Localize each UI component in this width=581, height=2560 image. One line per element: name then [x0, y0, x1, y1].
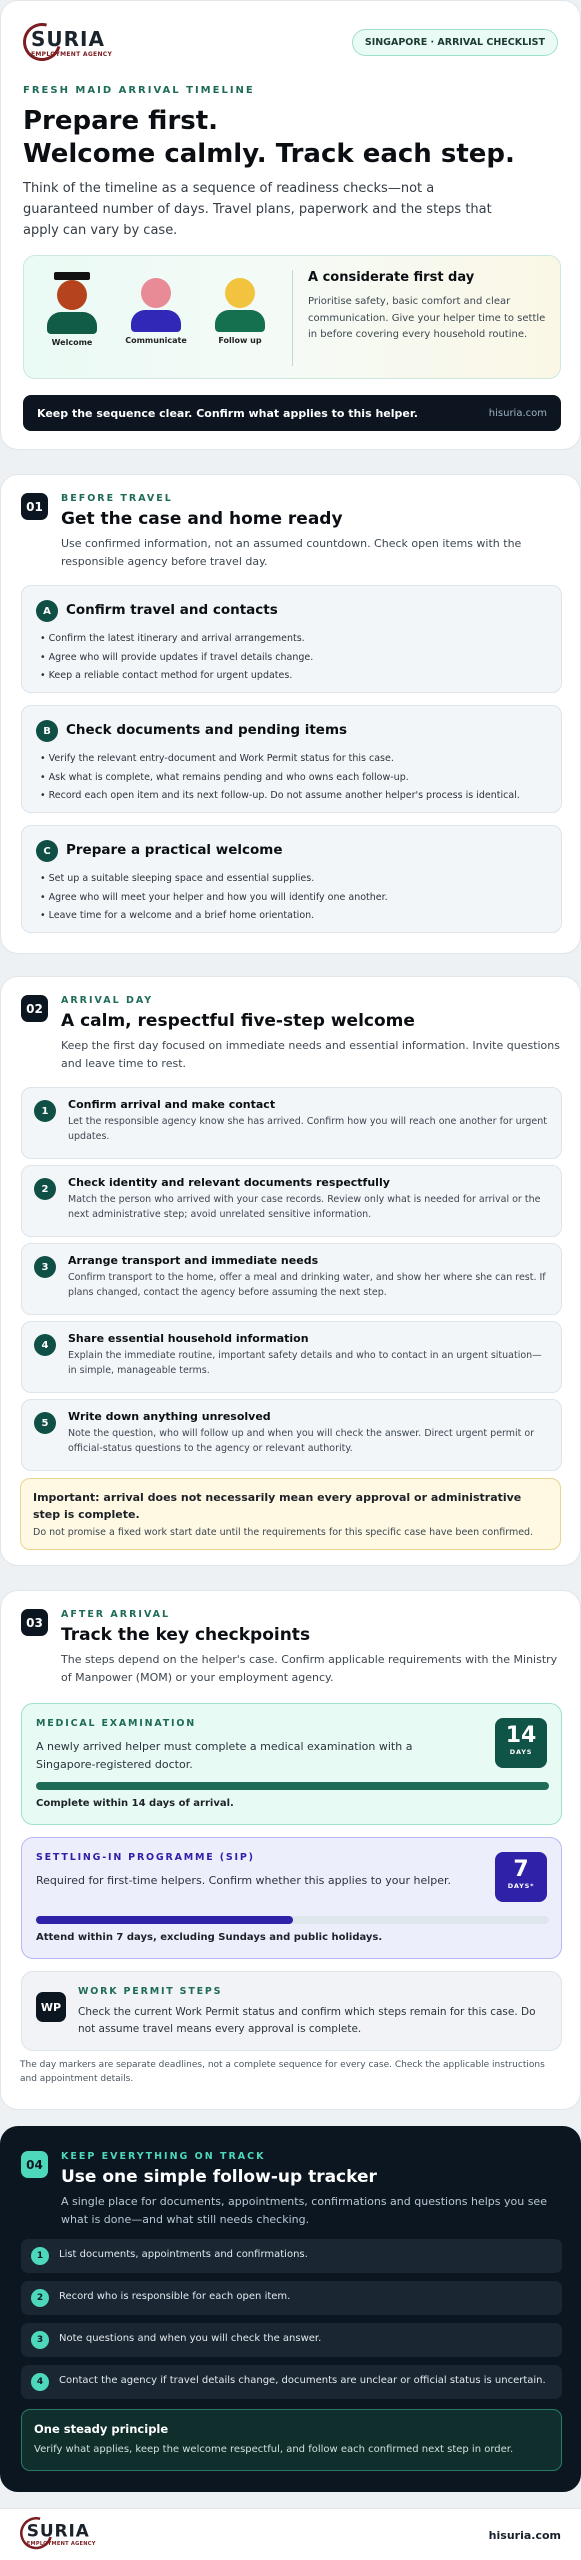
section-eyebrow: KEEP EVERYTHING ON TRACK [61, 2151, 266, 2162]
step-number-badge: 5 [34, 1412, 56, 1434]
step-description: Match the person who arrived with your case records. Review only what is needed for arrival or the next administrative step; avoid unrelated sensitive information. [68, 1194, 541, 1220]
section-number: 01 [21, 493, 48, 520]
logo-tagline: EMPLOYMENT AGENCY [26, 2540, 96, 2547]
intro-card [0, 0, 581, 450]
arrival-step [21, 1243, 562, 1315]
step-number-badge: 3 [34, 1256, 56, 1278]
days-badge [495, 1852, 547, 1902]
tracker-text: Note questions and when you will check the answer. [59, 2333, 322, 2344]
section-title: Get the case and home ready [61, 509, 343, 529]
step-title: Share essential household information [68, 1332, 309, 1345]
hat-icon [54, 272, 90, 280]
notice-text: Do not promise a fixed work start date until the requirements for this specific case have been confirmed. [33, 1527, 534, 1539]
list-item: • Set up a suitable sleeping space and essential supplies. [40, 870, 388, 889]
tracker-number: 2 [31, 2289, 49, 2307]
list-item: • Keep a reliable contact method for urgent updates. [40, 667, 313, 686]
hero-divider [292, 270, 293, 366]
checkpoint-text: Check the current Work Permit status and confirm which steps remain for this case. Do not assume travel means every approval is complete. [78, 2006, 536, 2035]
principle-title: One steady principle [34, 2422, 169, 2436]
step-title: Write down anything unresolved [68, 1410, 271, 1423]
step-title: Check identity and relevant documents respectfully [68, 1176, 390, 1189]
logo-swoosh-icon [16, 16, 68, 68]
deadline-footnote: The day markers are separate deadlines, not a complete sequence for every case. Check the applicable instructions and appointment details. [20, 2060, 545, 2085]
arrival-step [21, 1165, 562, 1237]
list-item: • Agree who will provide updates if travel details change. [40, 649, 313, 668]
days-number: 7 [513, 1857, 529, 1882]
page-footer [0, 2508, 581, 2560]
hero-title: A considerate first day [308, 270, 475, 285]
tracker-item [21, 2323, 562, 2357]
banner-text: Keep the sequence clear. Confirm what applies to this helper. [37, 406, 418, 420]
section-eyebrow: AFTER ARRIVAL [61, 1609, 171, 1620]
tracker-number: 1 [31, 2247, 49, 2265]
step-description: Let the responsible agency know she has arrived. Confirm how you will reach one another for urgent updates. [68, 1116, 548, 1142]
figure-label: Follow up [218, 336, 262, 345]
sip-panel [21, 1837, 562, 1959]
box-list [40, 630, 313, 686]
figure-label: Communicate [125, 336, 187, 345]
page-title-line2: Welcome calmly. Track each step. [23, 138, 515, 169]
region-pill: SINGAPORE · ARRIVAL CHECKLIST [352, 29, 558, 56]
step-number-badge: 1 [34, 1100, 56, 1122]
footer-logo[interactable] [20, 2517, 96, 2549]
step-title: Confirm arrival and make contact [68, 1098, 276, 1111]
arrival-step [21, 1399, 562, 1471]
communicate-figure [124, 278, 188, 345]
figure-label: Welcome [51, 338, 93, 347]
person-body-icon [131, 310, 181, 332]
box-title: Confirm travel and contacts [66, 602, 278, 618]
hero-text: Prioritise safety, basic comfort and clear communication. Give your helper time to settle in before covering every household routine. [308, 296, 546, 340]
person-body-icon [47, 312, 97, 334]
person-head-icon [225, 278, 255, 308]
list-item: • Ask what is complete, what remains pending and who owns each follow-up. [40, 769, 520, 788]
checkpoint-eyebrow: WORK PERMIT STEPS [78, 1986, 223, 1997]
tracker-item [21, 2281, 562, 2315]
tracker-text: List documents, appointments and confirmations. [59, 2249, 308, 2260]
tracker-number: 4 [31, 2373, 49, 2391]
intro-lead: Think of the timeline as a sequence of readiness checks—not a guaranteed number of days. Travel plans, paperwork and the steps that apply can vary by case. [23, 181, 492, 238]
after-arrival-card [0, 1590, 581, 2110]
logo-swoosh-icon [14, 2511, 58, 2555]
box-letter-badge: A [36, 600, 58, 622]
box-title: Check documents and pending items [66, 722, 348, 738]
checkpoint-text: Required for first-time helpers. Confirm whether this applies to your helper. [36, 1874, 452, 1887]
logo-tagline: EMPLOYMENT AGENCY [31, 50, 113, 58]
tracker-number: 3 [31, 2331, 49, 2349]
section-lead: Keep the first day focused on immediate needs and essential information. Invite questions and leave time to rest. [61, 1039, 560, 1070]
days-number: 14 [505, 1723, 537, 1748]
section-number: 02 [21, 995, 48, 1022]
checkpoint-deadline: Complete within 14 days of arrival. [36, 1798, 234, 1809]
arrival-step [21, 1087, 562, 1159]
principle-text: Verify what applies, keep the welcome respectful, and follow each confirmed next step in order. [34, 2444, 514, 2455]
box-list [40, 870, 388, 926]
step-number-badge: 2 [34, 1178, 56, 1200]
section-title: A calm, respectful five-step welcome [61, 1011, 415, 1031]
progress-fill [36, 1916, 293, 1924]
section-number: 03 [21, 1609, 48, 1636]
list-item: • Leave time for a welcome and a brief home orientation. [40, 907, 388, 926]
logo-name: SURIA [31, 26, 105, 51]
step-title: Arrange transport and immediate needs [68, 1254, 319, 1267]
box-title: Prepare a practical welcome [66, 842, 283, 858]
box-letter-badge: B [36, 720, 58, 742]
page-title [23, 105, 515, 170]
days-label: DAYS* [507, 1882, 535, 1890]
list-item: • Record each open item and its next follow-up. Do not assume another helper's process is identical. [40, 787, 520, 806]
arrival-step [21, 1321, 562, 1393]
banner-link[interactable]: hisuria.com [488, 407, 547, 419]
tracker-text: Record who is responsible for each open item. [59, 2291, 291, 2302]
list-item: • Verify the relevant entry-document and Work Permit status for this case. [40, 750, 520, 769]
step-description: Confirm transport to the home, offer a meal and drinking water, and show her where she can rest. If plans changed, contact the agency before assuming the next step. [68, 1272, 546, 1298]
section-title: Use one simple follow-up tracker [61, 2167, 377, 2187]
progress-fill [36, 1782, 549, 1790]
step-description: Note the question, who will follow up and when you will check the answer. Direct urgent permit or official-status questions to the agency or relevant authority. [68, 1428, 535, 1454]
section-title: Track the key checkpoints [61, 1625, 311, 1645]
section-lead: The steps depend on the helper's case. Confirm applicable requirements with the Ministry of Manpower (MOM) or your employment agency. [61, 1653, 558, 1684]
tracker-item [21, 2239, 562, 2273]
footer-link[interactable]: hisuria.com [488, 2529, 561, 2542]
progress-track [36, 1916, 549, 1924]
suria-logo[interactable] [23, 23, 112, 61]
checkpoint-deadline: Attend within 7 days, excluding Sundays and public holidays. [36, 1932, 383, 1943]
page-title-line1: Prepare first. [23, 106, 219, 136]
checkpoint-eyebrow: MEDICAL EXAMINATION [36, 1718, 197, 1729]
checklist-box-a [21, 585, 562, 693]
important-notice [20, 1478, 561, 1550]
person-body-icon [215, 310, 265, 332]
work-permit-icon: WP [36, 1992, 66, 2022]
tracker-text: Contact the agency if travel details change, documents are unclear or official status is uncertain. [59, 2375, 546, 2386]
welcome-figure [40, 278, 104, 347]
checkpoint-eyebrow: SETTLING-IN PROGRAMME (SIP) [36, 1852, 255, 1863]
days-badge [495, 1718, 547, 1768]
step-number-badge: 4 [34, 1334, 56, 1356]
hero-panel [23, 255, 561, 379]
box-list [40, 750, 520, 806]
checkpoint-text: A newly arrived helper must complete a medical examination with a Singapore-registered doctor. [36, 1740, 413, 1771]
section-number: 04 [21, 2151, 48, 2178]
progress-track [36, 1782, 549, 1790]
person-head-icon [57, 280, 87, 310]
section-eyebrow: BEFORE TRAVEL [61, 493, 173, 504]
notice-title: Important: arrival does not necessarily mean every approval or administrative step is complete. [33, 1491, 522, 1522]
person-head-icon [141, 278, 171, 308]
principle-panel [21, 2409, 562, 2471]
work-permit-panel [21, 1971, 562, 2051]
intro-eyebrow: FRESH MAID ARRIVAL TIMELINE [23, 85, 255, 96]
box-letter-badge: C [36, 840, 58, 862]
list-item: • Confirm the latest itinerary and arrival arrangements. [40, 630, 313, 649]
step-description: Explain the immediate routine, important safety details and who to contact in an urgent situation—in simple, manageable terms. [68, 1350, 542, 1376]
tracker-card [0, 2126, 581, 2492]
days-label: DAYS [509, 1748, 533, 1756]
section-lead: A single place for documents, appointments, confirmations and questions helps you see what is done—and what still needs checking. [61, 2195, 547, 2226]
checklist-box-c [21, 825, 562, 933]
section-eyebrow: ARRIVAL DAY [61, 995, 154, 1006]
tracker-item [21, 2365, 562, 2399]
logo-name: SURIA [26, 2519, 90, 2541]
list-item: • Agree who will meet your helper and how you will identify one another. [40, 889, 388, 908]
follow-up-figure [208, 278, 272, 345]
section-lead: Use confirmed information, not an assumed countdown. Check open items with the responsible agency before travel day. [61, 537, 522, 568]
sequence-banner [23, 395, 561, 431]
medical-exam-panel [21, 1703, 562, 1825]
before-travel-card [0, 474, 581, 954]
checklist-box-b [21, 705, 562, 813]
